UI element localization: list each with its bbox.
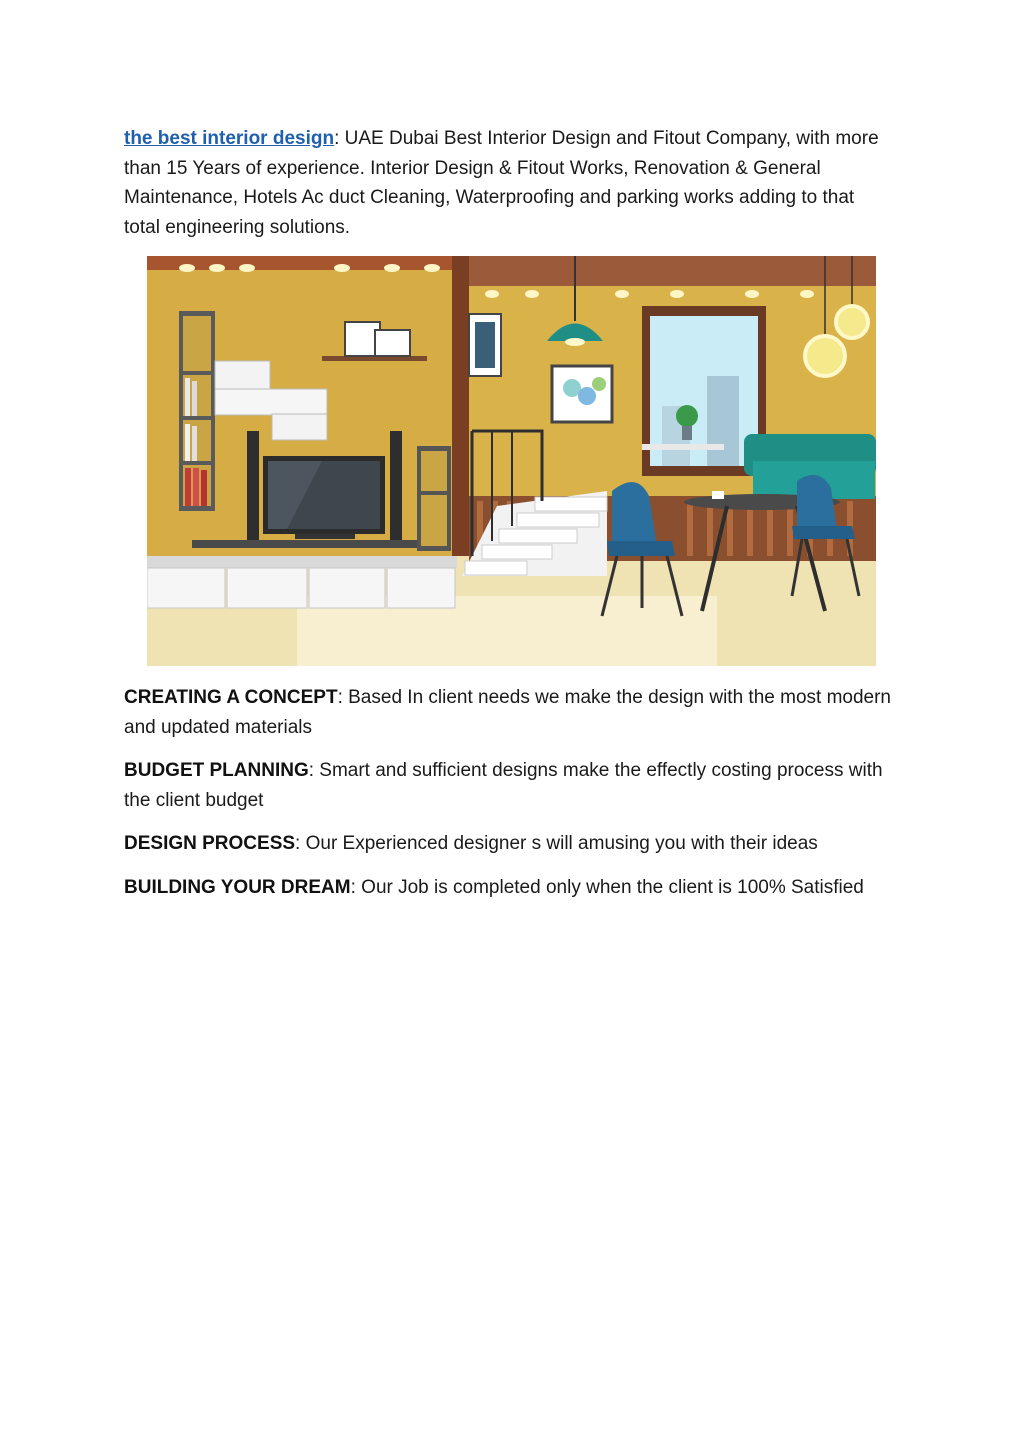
base-cabinets [147,556,457,608]
interior-illustration [147,256,876,666]
service-heading: BUDGET PLANNING [124,760,309,781]
right-ceiling [469,256,876,286]
column [452,256,469,561]
service-text: : Based In client needs we make the design with the most modern and updated materials [124,687,891,738]
service-creating-concept [124,683,914,742]
tv-console [192,540,417,548]
best-interior-design-link[interactable]: the best interior design [124,128,335,149]
service-text: : Our Job is completed only when the client is 100% Satisfied [350,876,864,898]
side-shelf [417,446,451,551]
right-speaker [390,431,402,541]
services-list [124,683,914,916]
service-design-process [124,829,914,859]
bookshelf [179,311,215,511]
service-budget-planning [124,756,914,815]
left-speaker [247,431,259,541]
intro-paragraph [124,124,884,242]
service-heading: BUILDING YOUR DREAM [124,876,351,898]
service-building-dream [124,873,914,903]
tv [263,456,385,539]
service-heading: CREATING A CONCEPT [124,687,338,708]
intro-text: : UAE Dubai Best Interior Design and Fitout Company, with more than 15 Years of experience. Interior Design & Fitout Works, Renovation & General Maintenance, Hotels Ac duct Cleaning, Waterproofing and parking works adding to that total engineering solutions. [124,128,879,238]
service-text: : Smart and sufficient designs make the effectly costing process with the client budget [124,760,883,811]
service-text: : Our Experienced designer s will amusing you with their ideas [295,833,818,854]
service-heading: DESIGN PROCESS [124,833,296,854]
